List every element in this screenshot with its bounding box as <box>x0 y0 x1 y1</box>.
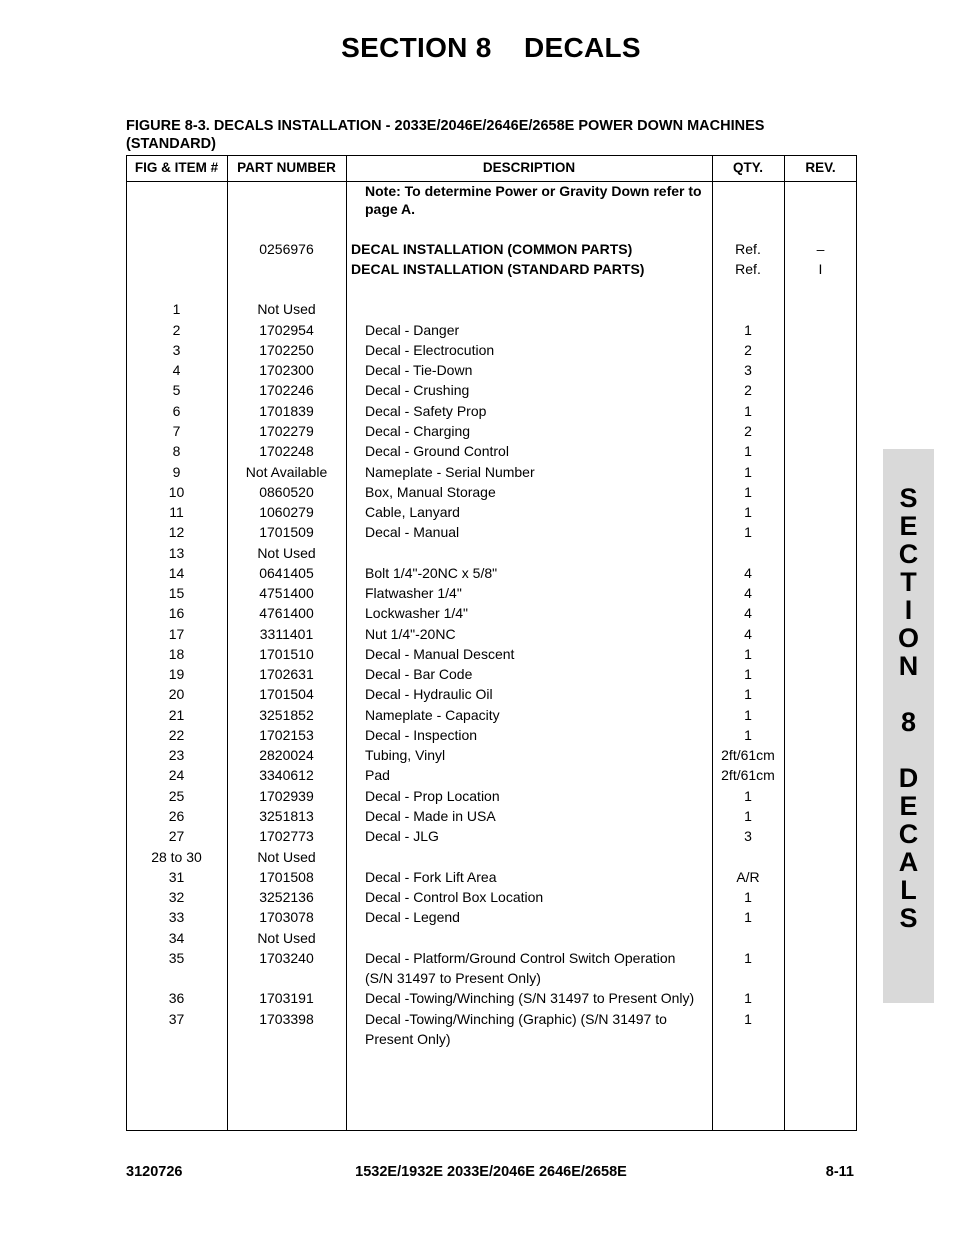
column-divider <box>346 155 347 1131</box>
fig-item-cell: 36 <box>168 990 185 1006</box>
fig-item-cell: 25 <box>168 788 185 804</box>
description-cell: Flatwasher 1/4" <box>365 585 462 601</box>
description-cell: Decal - Legend <box>365 909 460 925</box>
qty-cell: 2 <box>744 342 752 358</box>
qty-cell: 1 <box>744 403 752 419</box>
fig-item-cell: 21 <box>168 707 185 723</box>
fig-item-cell: 20 <box>168 686 185 702</box>
description-cell: Decal - Electrocution <box>365 342 495 358</box>
fig-item-cell: 33 <box>168 909 185 925</box>
fig-item-cell: 2 <box>172 322 181 338</box>
part-number-cell: Not Used <box>257 301 316 317</box>
description-cell: Nameplate - Serial Number <box>365 464 535 480</box>
qty-cell: 1 <box>744 686 752 702</box>
fig-item-cell: 27 <box>168 828 185 844</box>
description-cell: Decal - Control Box Location <box>365 889 544 905</box>
side-tab-letter: O <box>897 623 919 653</box>
column-divider <box>784 155 785 1131</box>
part-number-cell: 1702773 <box>259 828 314 844</box>
part-number-cell: 3251813 <box>259 808 314 824</box>
description-cell: Decal - Platform/Ground Control Switch Operation <box>365 950 676 966</box>
side-tab-letter: C <box>898 819 919 849</box>
description-cell: Decal - Tie-Down <box>365 362 473 378</box>
fig-item-cell: 31 <box>168 869 185 885</box>
description-cell: Decal - Manual <box>365 524 460 540</box>
qty-cell: 1 <box>744 666 752 682</box>
part-number-cell: 1702248 <box>259 443 314 459</box>
description-cell: Decal -Towing/Winching (Graphic) (S/N 31497 to <box>365 1011 667 1027</box>
description-cell: Decal - Bar Code <box>365 666 473 682</box>
fig-item-cell: 34 <box>168 930 185 946</box>
side-tab-letter: A <box>898 847 919 877</box>
fig-item-cell: 1 <box>172 301 181 317</box>
fig-item-cell: 28 to 30 <box>151 849 202 865</box>
side-tab-letter: E <box>899 791 918 821</box>
footer-page-number: 8-11 <box>825 1164 854 1180</box>
qty-cell: 1 <box>744 504 752 520</box>
part-number-cell: 1702279 <box>259 423 314 439</box>
description-cell: Decal - Hydraulic Oil <box>365 686 493 702</box>
description-cell: DECAL INSTALLATION (COMMON PARTS) <box>351 241 633 257</box>
qty-cell: 1 <box>744 788 752 804</box>
qty-cell: 1 <box>744 646 752 662</box>
part-number-cell: 1060279 <box>259 504 314 520</box>
description-cell: Decal - Manual Descent <box>365 646 515 662</box>
part-number-cell: 3252136 <box>259 889 314 905</box>
table-note: Note: To determine Power or Gravity Down refer to page A. <box>365 183 702 217</box>
side-tab-letter: I <box>904 595 913 625</box>
qty-cell: 1 <box>744 889 752 905</box>
part-number-cell: Not Used <box>257 930 316 946</box>
qty-cell: 4 <box>744 605 752 621</box>
description-cell: Decal - Inspection <box>365 727 478 743</box>
qty-cell: 1 <box>744 808 752 824</box>
qty-cell: 3 <box>744 828 752 844</box>
fig-item-cell: 7 <box>172 423 181 439</box>
side-tab-letter: 8 <box>900 707 917 737</box>
qty-cell: 4 <box>744 626 752 642</box>
part-number-cell: Not Available <box>245 464 328 480</box>
column-header-qty: QTY. <box>732 160 763 175</box>
description-cell: Bolt 1/4"-20NC x 5/8" <box>365 565 498 581</box>
fig-item-cell: 10 <box>168 484 185 500</box>
qty-cell: 1 <box>744 990 752 1006</box>
side-tab-letter: S <box>899 903 918 933</box>
description-cell: Decal - Ground Control <box>365 443 509 459</box>
description-cell: Decal - JLG <box>365 828 439 844</box>
qty-cell: 2ft/61cm <box>721 747 775 763</box>
column-header-description: DESCRIPTION <box>482 160 576 175</box>
fig-item-cell: 22 <box>168 727 185 743</box>
qty-cell: 4 <box>744 585 752 601</box>
description-cell: Decal - Charging <box>365 423 471 439</box>
part-number-cell: 1701504 <box>259 686 314 702</box>
part-number-cell: 1701510 <box>259 646 314 662</box>
part-number-cell: 2820024 <box>259 747 314 763</box>
qty-cell: 1 <box>744 443 752 459</box>
fig-item-cell: 37 <box>168 1011 185 1027</box>
part-number-cell: 1703398 <box>259 1011 314 1027</box>
qty-cell: 1 <box>744 727 752 743</box>
part-number-cell: 1701839 <box>259 403 314 419</box>
fig-item-cell: 24 <box>168 767 185 783</box>
description-cell: Decal - Crushing <box>365 382 470 398</box>
column-header-fig: FIG & ITEM # <box>134 160 219 175</box>
description-cell: Decal - Made in USA <box>365 808 496 824</box>
part-number-cell: 1701508 <box>259 869 314 885</box>
fig-item-cell: 6 <box>172 403 181 419</box>
qty-cell: 3 <box>744 362 752 378</box>
part-number-cell: 1702939 <box>259 788 314 804</box>
description-cell: Pad <box>365 767 390 783</box>
fig-item-cell: 17 <box>168 626 185 642</box>
side-tab-letter: L <box>900 875 917 905</box>
fig-item-cell: 23 <box>168 747 185 763</box>
description-cell: Decal -Towing/Winching (S/N 31497 to Present Only) <box>365 990 695 1006</box>
part-number-cell: 0256976 <box>259 241 314 257</box>
description-cell: Tubing, Vinyl <box>365 747 446 763</box>
part-number-cell: 0860520 <box>259 484 314 500</box>
column-header-part: PART NUMBER <box>237 160 336 175</box>
qty-cell: Ref. <box>735 241 761 257</box>
part-number-cell: 4751400 <box>259 585 314 601</box>
section-side-tab <box>883 449 934 1003</box>
fig-item-cell: 35 <box>168 950 185 966</box>
footer-models: 1532E/1932E 2033E/2046E 2646E/2658E <box>355 1164 627 1180</box>
part-number-cell: 3251852 <box>259 707 314 723</box>
part-number-cell: Not Used <box>257 545 316 561</box>
side-tab-letter: C <box>898 539 919 569</box>
side-tab-letter: T <box>900 567 917 597</box>
fig-item-cell: 26 <box>168 808 185 824</box>
fig-item-cell: 4 <box>172 362 181 378</box>
description-cell: Nameplate - Capacity <box>365 707 500 723</box>
part-number-cell: 1702300 <box>259 362 314 378</box>
qty-cell: 1 <box>744 524 752 540</box>
part-number-cell: 1702631 <box>259 666 314 682</box>
side-tab-letter: D <box>898 763 919 793</box>
part-number-cell: Not Used <box>257 849 316 865</box>
side-tab-letter: E <box>899 511 918 541</box>
description-cell: Decal - Danger <box>365 322 460 338</box>
description-cell: Nut 1/4"-20NC <box>365 626 456 642</box>
qty-cell: 1 <box>744 909 752 925</box>
fig-item-cell: 13 <box>168 545 185 561</box>
qty-cell: 2ft/61cm <box>721 767 775 783</box>
fig-item-cell: 32 <box>168 889 185 905</box>
part-number-cell: 1701509 <box>259 524 314 540</box>
rev-cell: I <box>818 261 823 277</box>
fig-item-cell: 15 <box>168 585 185 601</box>
description-cell: Decal - Prop Location <box>365 788 500 804</box>
part-number-cell: 0641405 <box>259 565 314 581</box>
side-tab-letter: N <box>898 651 919 681</box>
description-cell: (S/N 31497 to Present Only) <box>365 970 541 986</box>
fig-item-cell: 16 <box>168 605 185 621</box>
description-cell: Decal - Fork Lift Area <box>365 869 497 885</box>
footer-doc-number: 3120726 <box>126 1164 183 1180</box>
part-number-cell: 1702250 <box>259 342 314 358</box>
fig-item-cell: 14 <box>168 565 185 581</box>
part-number-cell: 3340612 <box>259 767 314 783</box>
part-number-cell: 4761400 <box>259 605 314 621</box>
description-cell: Present Only) <box>365 1031 451 1047</box>
rev-cell: – <box>816 241 825 257</box>
fig-item-cell: 3 <box>172 342 181 358</box>
qty-cell: Ref. <box>735 261 761 277</box>
fig-item-cell: 8 <box>172 443 181 459</box>
qty-cell: 1 <box>744 322 752 338</box>
qty-cell: 1 <box>744 950 752 966</box>
qty-cell: 1 <box>744 1011 752 1027</box>
qty-cell: A/R <box>736 869 760 885</box>
description-cell: Decal - Safety Prop <box>365 403 487 419</box>
part-number-cell: 3311401 <box>259 626 314 642</box>
fig-item-cell: 9 <box>172 464 181 480</box>
part-number-cell: 1703240 <box>259 950 314 966</box>
fig-item-cell: 18 <box>168 646 185 662</box>
part-number-cell: 1702246 <box>259 382 314 398</box>
description-cell: Lockwasher 1/4" <box>365 605 469 621</box>
qty-cell: 4 <box>744 565 752 581</box>
fig-item-cell: 19 <box>168 666 185 682</box>
qty-cell: 1 <box>744 707 752 723</box>
part-number-cell: 1702954 <box>259 322 314 338</box>
description-cell: Cable, Lanyard <box>365 504 460 520</box>
part-number-cell: 1703191 <box>259 990 314 1006</box>
fig-item-cell: 12 <box>168 524 185 540</box>
qty-cell: 1 <box>744 484 752 500</box>
qty-cell: 1 <box>744 464 752 480</box>
section-title: SECTION 8 DECALS <box>341 32 641 63</box>
side-tab-letter: S <box>899 483 918 513</box>
fig-item-cell: 5 <box>172 382 181 398</box>
qty-cell: 2 <box>744 382 752 398</box>
description-cell: DECAL INSTALLATION (STANDARD PARTS) <box>351 261 645 277</box>
fig-item-cell: 11 <box>169 504 184 520</box>
part-number-cell: 1702153 <box>259 727 314 743</box>
description-cell: Box, Manual Storage <box>365 484 496 500</box>
part-number-cell: 1703078 <box>259 909 314 925</box>
qty-cell: 2 <box>744 423 752 439</box>
column-header-rev: REV. <box>805 160 836 175</box>
figure-title: FIGURE 8-3. DECALS INSTALLATION - 2033E/2046E/2646E/2658E POWER DOWN MACHINES (STANDARD) <box>126 118 765 152</box>
